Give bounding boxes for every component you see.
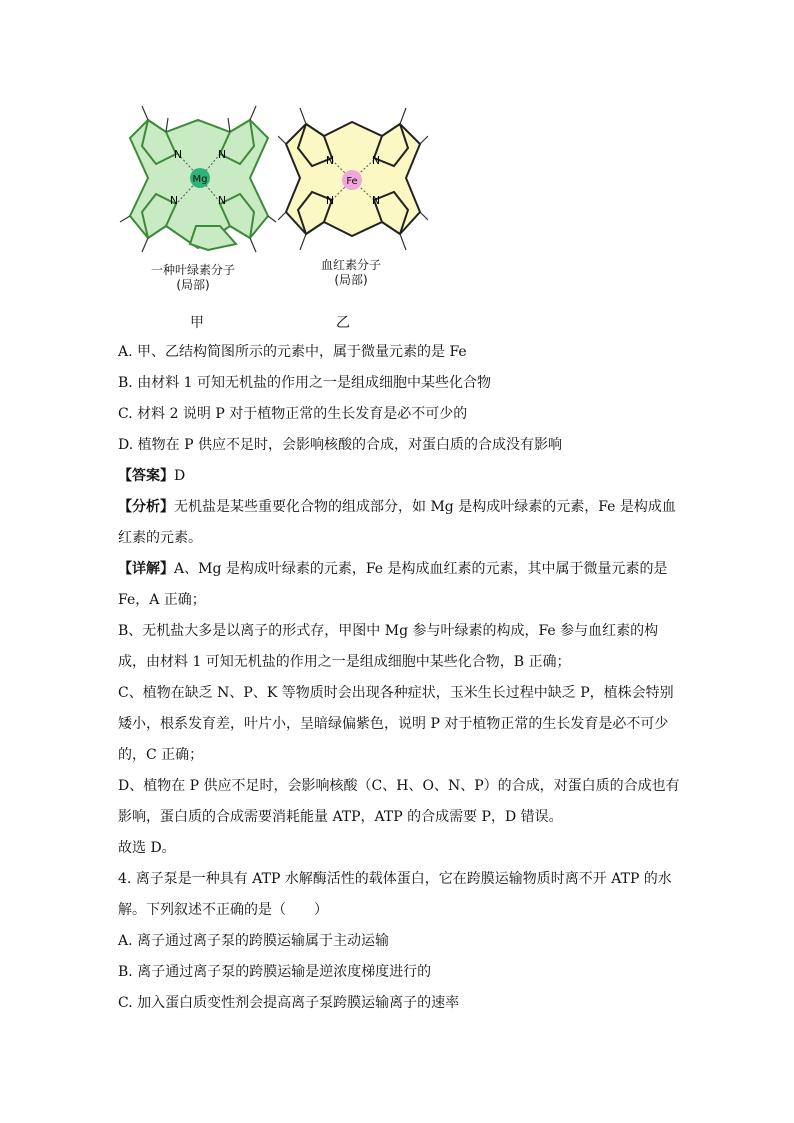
- detail-4: [118, 652, 571, 672]
- detail-7: [118, 745, 203, 765]
- line-text: A、Mg 是构成叶绿素的元素，Fe 是构成血红素的元素，其中属于微量元素的是: [174, 561, 668, 577]
- line-text: 的，C 正确；: [118, 747, 204, 763]
- detail-3: [118, 621, 658, 641]
- detail-5: [118, 683, 674, 703]
- heme-nitrogen-2: N: [371, 154, 381, 167]
- heme-nitrogen-4: N: [371, 194, 381, 207]
- q4-option-b: [118, 962, 431, 982]
- line-text: 矮小，根系发育差，叶片小，呈暗绿偏紫色，说明 P 对于植物正常的生长发育是必不可少: [118, 716, 669, 732]
- line-text: C. 加入蛋白质变性剂会提高离子泵跨膜运输离子的速率: [118, 995, 460, 1011]
- line-tag: 【答案】: [118, 468, 174, 484]
- option-a: [118, 342, 467, 362]
- line-text: D、植物在 P 供应不足时，会影响核酸（C、H、O、N、P）的合成，对蛋白质的合成也有: [118, 778, 680, 794]
- line-text: 红素的元素。: [118, 530, 202, 546]
- heme-nitrogen-1: N: [325, 154, 335, 167]
- option-d: [118, 435, 562, 455]
- heme-diagram: [278, 104, 428, 254]
- heme-caption-line1: 血红素分子: [320, 258, 381, 272]
- figure-label-jia: 甲: [190, 315, 204, 331]
- heme-caption-line2: (局部): [334, 273, 368, 287]
- line-text: 无机盐是某些重要化合物的组成部分，如 Mg 是构成叶绿素的元素，Fe 是构成血: [174, 499, 676, 515]
- figure-label-yi: 乙: [336, 315, 350, 331]
- option-c: [118, 404, 467, 424]
- line-text: B. 离子通过离子泵的跨膜运输是逆浓度梯度进行的: [118, 964, 432, 980]
- line-text: 成，由材料 1 可知无机盐的作用之一是组成细胞中某些化合物，B 正确；: [118, 654, 571, 670]
- cyclopentanone-ring: [190, 226, 236, 250]
- chlorophyll-caption-line1: 一种叶绿素分子: [150, 263, 235, 277]
- line-text: A. 离子通过离子泵的跨膜运输属于主动运输: [118, 933, 390, 949]
- nitrogen-atom-1: N: [173, 148, 183, 161]
- line-text: 解。下列叙述不正确的是（ ）: [118, 902, 328, 918]
- line-text: B. 由材料 1 可知无机盐的作用之一是组成细胞中某些化合物: [118, 375, 491, 391]
- q4-option-a: [118, 931, 389, 951]
- question-4-line2: [118, 900, 328, 920]
- line-text: C、植物在缺乏 N、P、K 等物质时会出现各种症状，玉米生长过程中缺乏 P，植株会特别: [118, 685, 674, 701]
- line-text: Fe，A 正确；: [118, 592, 206, 608]
- answer: [118, 466, 185, 486]
- detail-2: [118, 590, 206, 610]
- nitrogen-atom-4: N: [217, 194, 227, 207]
- line-tag: 【详解】: [118, 561, 174, 577]
- chlorophyll-diagram: [118, 98, 278, 258]
- detail-6: [118, 714, 668, 734]
- line-text: 4. 离子泵是一种具有 ATP 水解酶活性的载体蛋白，它在跨膜运输物质时离不开 ATP 的水: [118, 871, 672, 887]
- analysis-1: [118, 497, 676, 517]
- q4-option-c: [118, 993, 459, 1013]
- conclusion: [118, 838, 176, 858]
- line-text: D. 植物在 P 供应不足时，会影响核酸的合成，对蛋白质的合成没有影响: [118, 437, 562, 453]
- nitrogen-atom-3: N: [169, 194, 179, 207]
- line-text: A. 甲、乙结构简图所示的元素中，属于微量元素的是 Fe: [118, 344, 467, 360]
- line-text: 故选 D。: [118, 840, 176, 856]
- question-4-line1: [118, 869, 672, 889]
- nitrogen-atom-2: N: [217, 148, 227, 161]
- line-text: 影响，蛋白质的合成需要消耗能量 ATP，ATP 的合成需要 P，D 错误。: [118, 809, 563, 825]
- svg-text:Fe: Fe: [346, 176, 358, 187]
- option-b: [118, 373, 491, 393]
- chlorophyll-caption: [138, 263, 248, 293]
- line-tag: 【分析】: [118, 499, 174, 515]
- line-text: B、无机盐大多是以离子的形式存，甲图中 Mg 参与叶绿素的构成，Fe 参与血红素的构: [118, 623, 659, 639]
- heme-caption: [306, 258, 396, 288]
- heme-nitrogen-3: N: [325, 194, 335, 207]
- line-text: D: [174, 468, 186, 484]
- detail-1: [118, 559, 668, 579]
- detail-9: [118, 807, 563, 827]
- detail-8: [118, 776, 680, 796]
- analysis-2: [118, 528, 202, 548]
- line-text: C. 材料 2 说明 P 对于植物正常的生长发育是必不可少的: [118, 406, 468, 422]
- chlorophyll-caption-line2: (局部): [176, 278, 210, 292]
- svg-text:Mg: Mg: [192, 174, 208, 185]
